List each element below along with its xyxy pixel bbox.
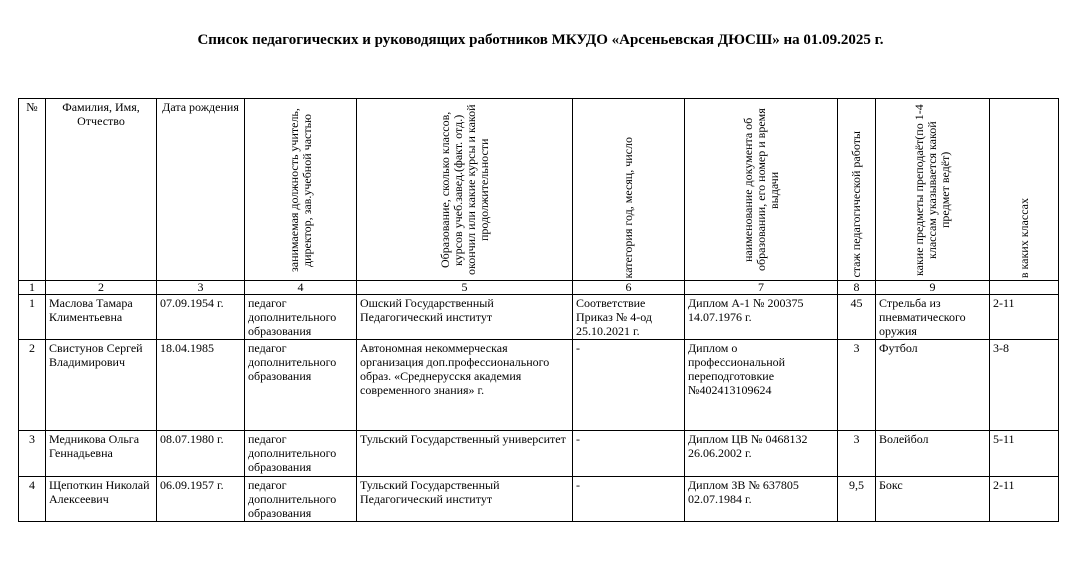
employee-name: Щепоткин Николай Алексеевич [46, 477, 157, 522]
employee-name: Маслова Тамара Климентьевна [46, 295, 157, 340]
header-number: № [19, 99, 46, 281]
column-number: 3 [157, 281, 245, 295]
column-number: 2 [46, 281, 157, 295]
table-row [19, 431, 1059, 477]
education-document: Диплом ЦВ № 0468132 26.06.2002 г. [685, 431, 838, 477]
position: педагог дополнительного образования [245, 295, 357, 340]
birth-date: 08.07.1980 г. [157, 431, 245, 477]
column-number [990, 281, 1059, 295]
header-stazh: стаж педагогической работы [849, 131, 863, 278]
column-number-row [19, 281, 1059, 295]
column-number: 9 [876, 281, 990, 295]
header-category: категория год, месяц, число [621, 136, 635, 278]
header-document-cell [685, 99, 838, 281]
category: Соответствие Приказ № 4-од 25.10.2021 г. [573, 295, 685, 340]
header-stazh-cell [838, 99, 876, 281]
position: педагог дополнительного образования [245, 431, 357, 477]
education: Тульский Государственный Педагогический институт [357, 477, 573, 522]
header-subjects-cell [876, 99, 990, 281]
subjects: Стрельба из пневматического оружия [876, 295, 990, 340]
education: Автономная некоммерческая организация доп.профессионального образ. «Среднерусскя академия современного знания» г. [357, 340, 573, 431]
employee-name: Свистунов Сергей Владимирович [46, 340, 157, 431]
header-subjects: какие предметы преподаёт(по 1-4 классам указывается какой предмет ведёт) [912, 104, 952, 276]
header-education: Образование, сколько классов, курсов учеб.завед.(факт. отд.) окончил или какие курсы и какой продолжительности [437, 104, 491, 276]
position: педагог дополнительного образования [245, 340, 357, 431]
column-number: 1 [19, 281, 46, 295]
document-title: Список педагогических и руководящих работников МКУДО «Арсеньевская ДЮСШ» на 01.09.2025 г. [197, 32, 884, 48]
header-education-cell [357, 99, 573, 281]
teaching-experience: 45 [838, 295, 876, 340]
header-classes: в каких классах [1016, 197, 1031, 278]
teaching-experience: 3 [838, 431, 876, 477]
subjects: Волейбол [876, 431, 990, 477]
header-row [19, 99, 1059, 281]
header-birth-date: Дата рождения [157, 99, 245, 281]
column-number: 7 [685, 281, 838, 295]
birth-date: 07.09.1954 г. [157, 295, 245, 340]
staff-table [18, 98, 1059, 522]
position: педагог дополнительного образования [245, 477, 357, 522]
header-classes-cell [990, 99, 1059, 281]
teaching-experience: 3 [838, 340, 876, 431]
row-number: 3 [19, 431, 46, 477]
table-row [19, 340, 1059, 431]
classes: 2-11 [990, 477, 1059, 522]
employee-name: Медникова Ольга Геннадьевна [46, 431, 157, 477]
row-number: 2 [19, 340, 46, 431]
header-position-cell [245, 99, 357, 281]
category: - [573, 477, 685, 522]
row-number: 4 [19, 477, 46, 522]
classes: 5-11 [990, 431, 1059, 477]
category: - [573, 431, 685, 477]
classes: 2-11 [990, 295, 1059, 340]
education-document: Диплом ЗВ № 637805 02.07.1984 г. [685, 477, 838, 522]
education: Ошский Государственный Педагогический институт [357, 295, 573, 340]
header-name: Фамилия, Имя, Отчество [46, 99, 157, 281]
teaching-experience: 9,5 [838, 477, 876, 522]
classes: 3-8 [990, 340, 1059, 431]
header-position: занимаемая должность учитель, директор, зав.учебной частью [286, 108, 314, 272]
birth-date: 06.09.1957 г. [157, 477, 245, 522]
education-document: Диплом о профессиональной переподготовкие №402413109624 [685, 340, 838, 431]
birth-date: 18.04.1985 [157, 340, 245, 431]
row-number: 1 [19, 295, 46, 340]
header-category-cell [573, 99, 685, 281]
header-document: наименование документа об образовании, его номер и время выдачи [740, 108, 781, 272]
table-row [19, 295, 1059, 340]
column-number: 5 [357, 281, 573, 295]
table-row [19, 477, 1059, 522]
education: Тульский Государственный университет [357, 431, 573, 477]
category: - [573, 340, 685, 431]
subjects: Бокс [876, 477, 990, 522]
column-number: 8 [838, 281, 876, 295]
column-number: 6 [573, 281, 685, 295]
education-document: Диплом А-1 № 200375 14.07.1976 г. [685, 295, 838, 340]
column-number: 4 [245, 281, 357, 295]
subjects: Футбол [876, 340, 990, 431]
